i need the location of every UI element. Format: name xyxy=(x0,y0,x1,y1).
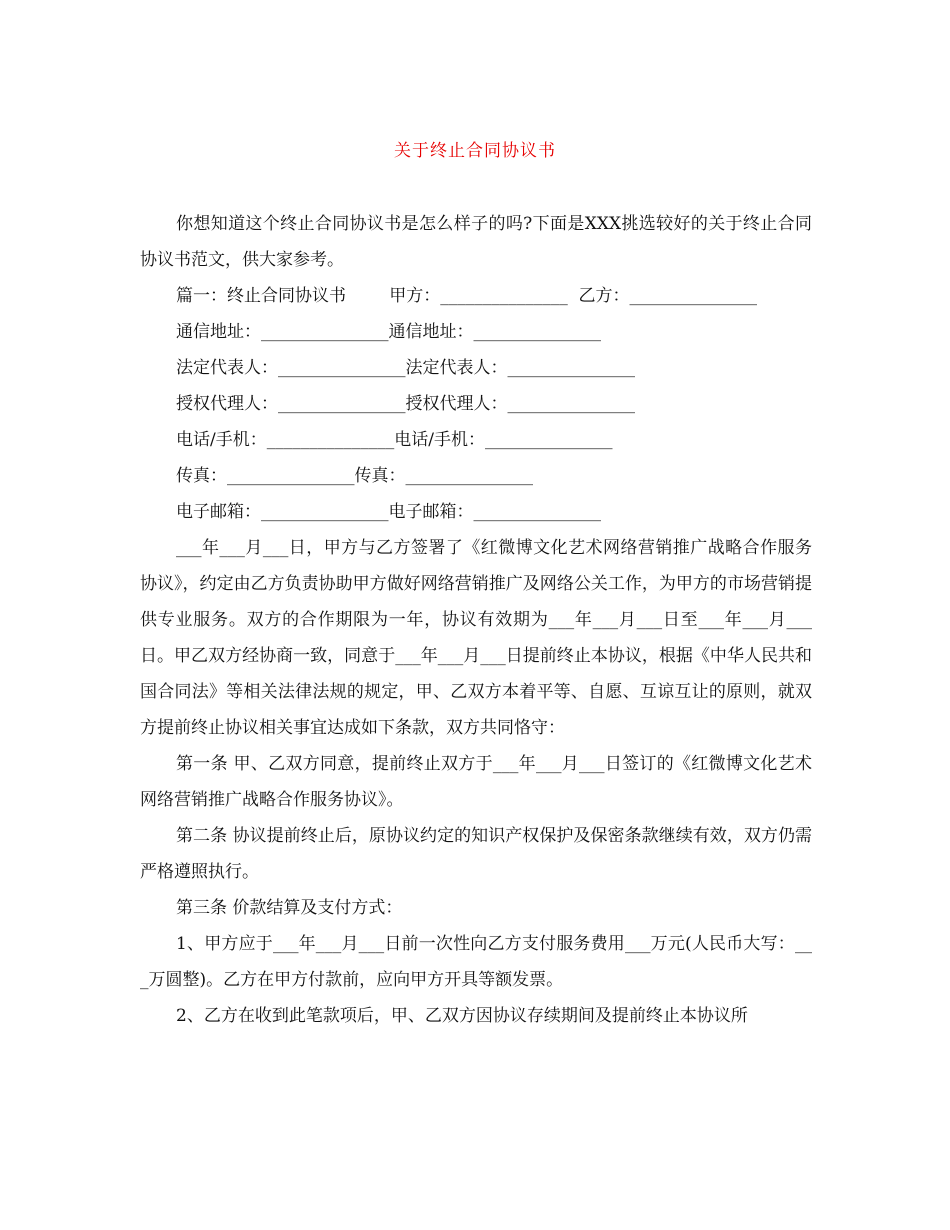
document-body xyxy=(140,206,812,1034)
field-line-fax: 传真：_______________传真：_______________ xyxy=(176,466,533,486)
paragraph-background: ___年___月___日，甲方与乙方签署了《红微博文化艺术网络营销推广战略合作服务协议》，约定由乙方负责协助甲方做好网络营销推广及网络公关工作，为甲方的市场营销提供专业服务。双方的合作期限为一年，协议有效期为___年___月___日至___年___月___日。甲乙双方经协商一致，同意于___年___月___日提前终止本协议，根据《中华人民共和国合同法》等相关法律法规的规定，甲、乙双方本着平等、自愿、互谅互让的原则，就双方提前终止协议相关事宜达成如下条款，双方共同恪守： xyxy=(140,538,812,738)
field-line-email: 电子邮箱：_______________电子邮箱：_______________ xyxy=(176,502,601,522)
party-fields xyxy=(140,278,812,530)
paragraph-intro: 你想知道这个终止合同协议书是怎么样子的吗?下面是XXX挑选较好的关于终止合同协议书范文，供大家参考。 xyxy=(140,214,812,270)
field-line-agent: 授权代理人：_______________授权代理人：_______________ xyxy=(176,394,635,414)
paragraph-article-1: 第一条 甲、乙双方同意，提前终止双方于___年___月___日签订的《红微博文化艺术网络营销推广战略合作服务协议》。 xyxy=(140,754,812,810)
field-line-phone: 电话/手机：_______________电话/手机：_______________ xyxy=(176,430,613,450)
field-line-address: 通信地址：_______________通信地址：_______________ xyxy=(176,322,601,342)
paragraph-article-3: 第三条 价款结算及支付方式： xyxy=(176,898,403,918)
field-line-parties: 篇一：终止合同协议书 甲方：_______________ 乙方：_______________ xyxy=(176,286,758,306)
field-line-legal-rep: 法定代表人：_______________法定代表人：_______________ xyxy=(176,358,635,378)
paragraph-article-2: 第二条 协议提前终止后，原协议约定的知识产权保护及保密条款继续有效，双方仍需严格遵照执行。 xyxy=(140,826,812,882)
paragraph-clause-2: 2、乙方在收到此笔款项后，甲、乙双方因协议存续期间及提前终止本协议所 xyxy=(176,1006,748,1026)
document-title: 关于终止合同协议书 xyxy=(394,141,556,161)
paragraph-clause-1: 1、甲方应于___年___月___日前一次性向乙方支付服务费用___万元(人民币大写：___万圆整)。乙方在甲方付款前，应向甲方开具等额发票。 xyxy=(140,934,812,990)
